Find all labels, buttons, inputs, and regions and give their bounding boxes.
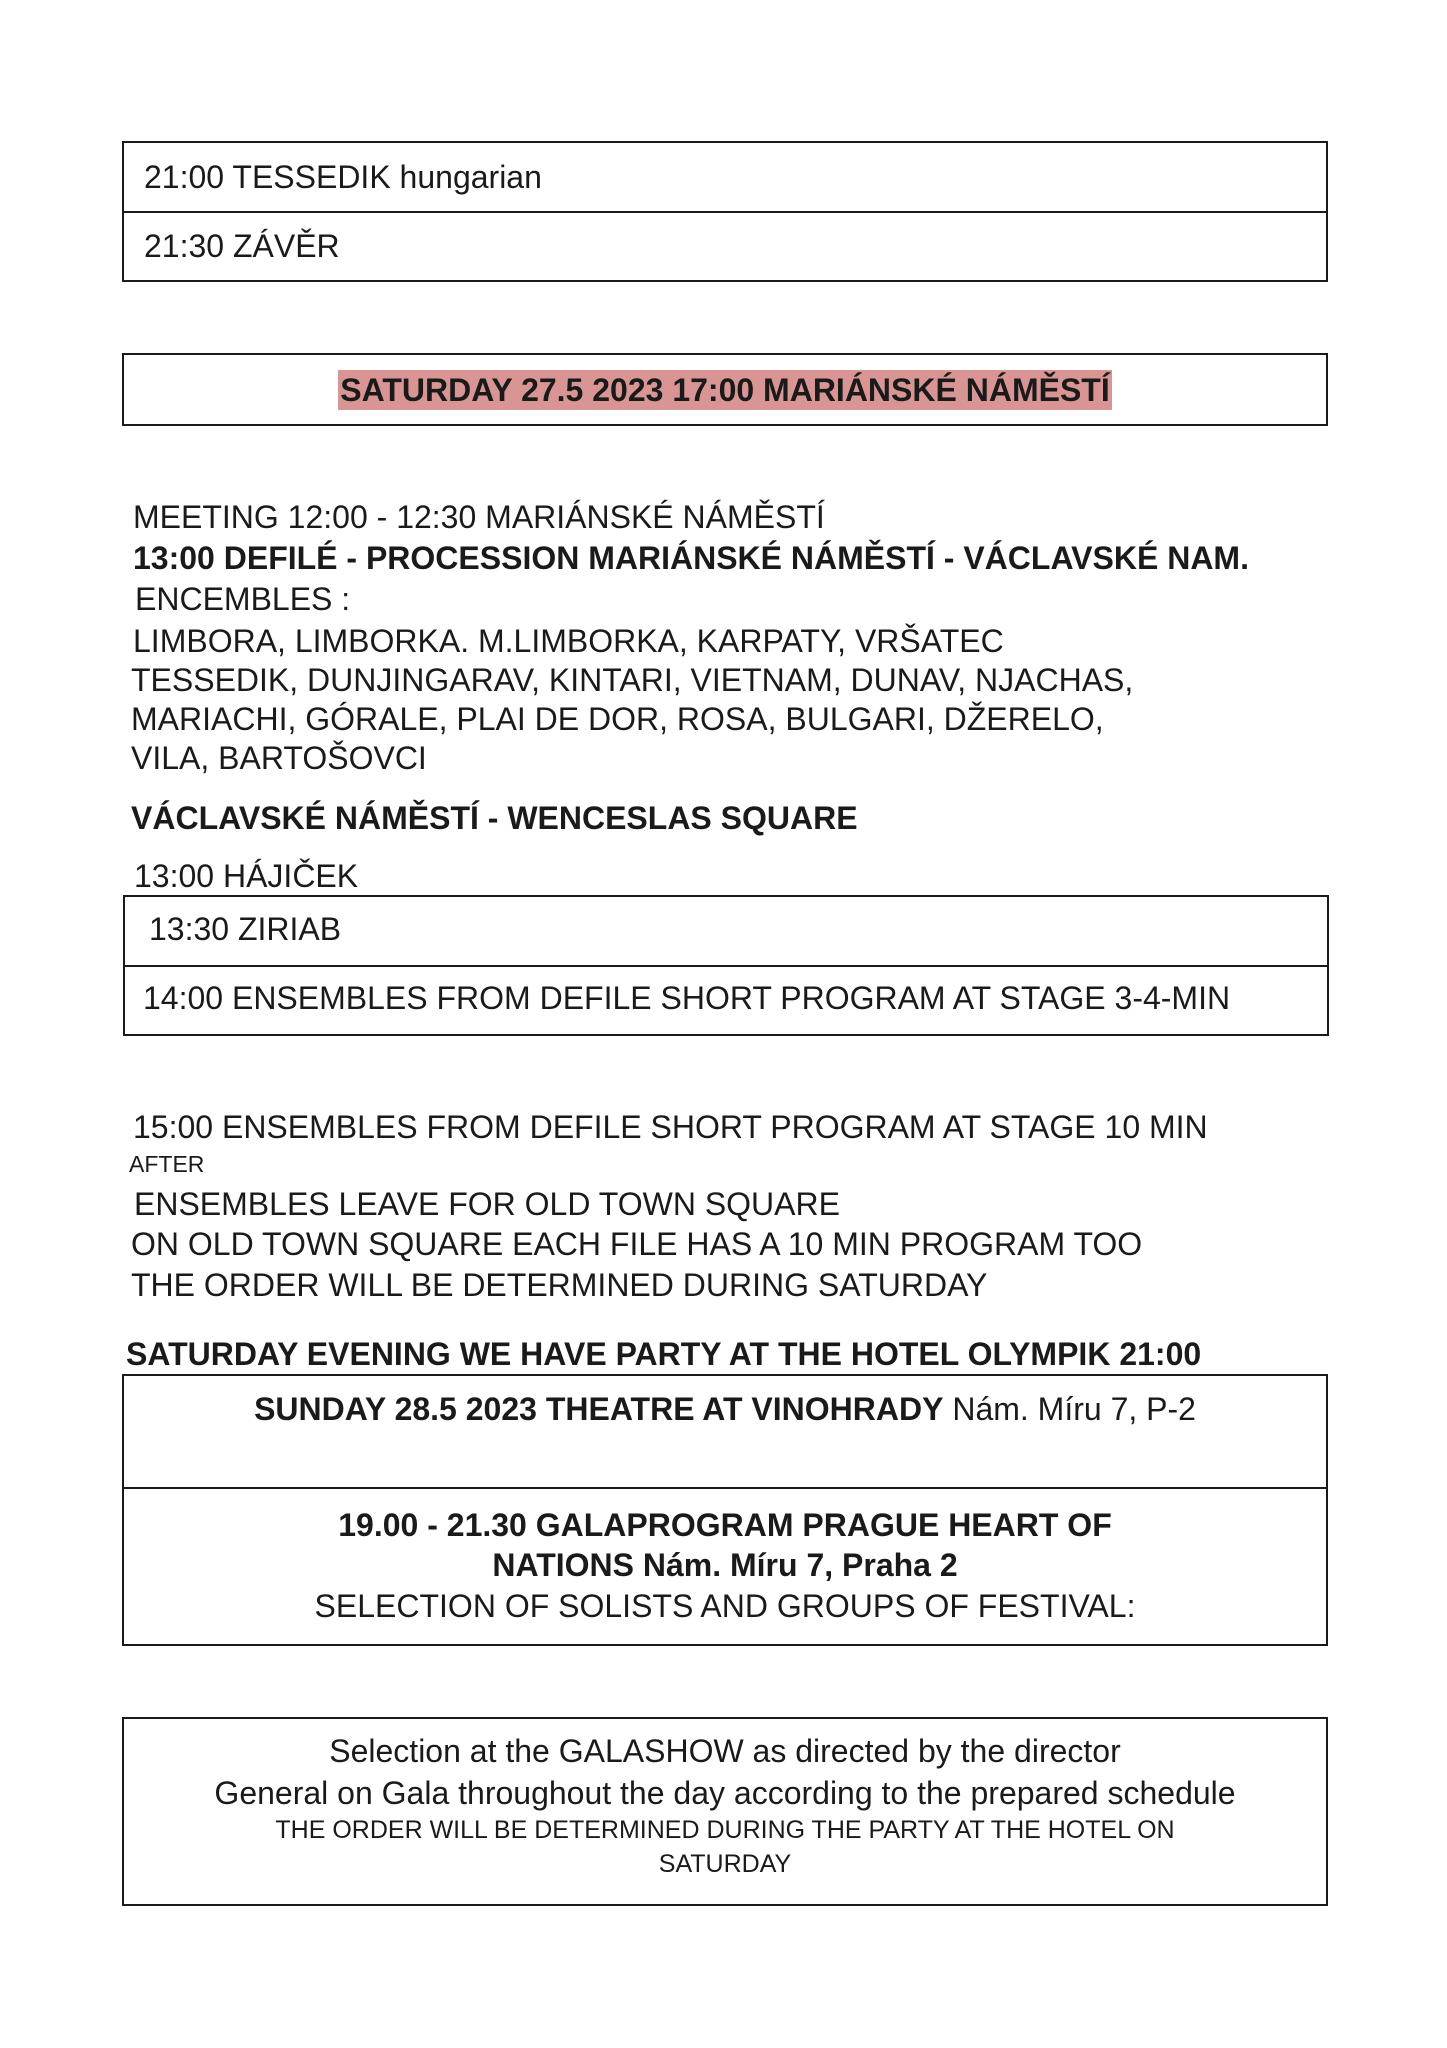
divider	[124, 211, 1326, 213]
divider	[124, 1487, 1326, 1489]
ensembles-line: TESSEDIK, DUNJINGARAV, KINTARI, VIETNAM, DUNAV, NJACHAS,	[131, 662, 1134, 698]
sunday-address: Nám. Míru 7, P-2	[943, 1391, 1196, 1427]
ensembles-line: MARIACHI, GÓRALE, PLAI DE DOR, ROSA, BULGARI, DŽERELO,	[131, 701, 1104, 737]
defile-line: 13:00 DEFILÉ - PROCESSION MARIÁNSKÉ NÁMĚSTÍ - VÁCLAVSKÉ NAM.	[133, 540, 1249, 576]
galashow-line-3: THE ORDER WILL BE DETERMINED DURING THE PARTY AT THE HOTEL ON	[275, 1816, 1175, 1844]
afternoon-line-leave: ENSEMBLES LEAVE FOR OLD TOWN SQUARE	[134, 1186, 840, 1222]
schedule-row-ziriab: 13:30 ZIRIAB	[149, 911, 342, 947]
ensembles-label: ENCEMBLES :	[135, 581, 351, 617]
afternoon-line-order: THE ORDER WILL BE DETERMINED DURING SATURDAY	[131, 1267, 988, 1303]
wenceslas-box	[123, 895, 1329, 1036]
galashow-line-4: SATURDAY	[658, 1850, 792, 1878]
party-line: SATURDAY EVENING WE HAVE PARTY AT THE HOTEL OLYMPIK 21:00	[126, 1336, 1202, 1372]
after-label: AFTER	[129, 1151, 205, 1177]
galashow-line-2: General on Gala throughout the day according to the prepared schedule	[214, 1775, 1236, 1811]
schedule-row-ensembles-1400: 14:00 ENSEMBLES FROM DEFILE SHORT PROGRAM AT STAGE 3-4-MIN	[143, 980, 1231, 1016]
galashow-line-1: Selection at the GALASHOW as directed by the director	[329, 1733, 1121, 1769]
ensembles-line: LIMBORA, LIMBORKA. M.LIMBORKA, KARPATY, VRŠATEC	[133, 623, 1004, 659]
ensembles-line: VILA, BARTOŠOVCI	[131, 740, 427, 776]
afternoon-line-1500: 15:00 ENSEMBLES FROM DEFILE SHORT PROGRAM AT STAGE 10 MIN	[133, 1109, 1208, 1145]
item-hajicek: 13:00 HÁJIČEK	[134, 858, 359, 894]
galashow-box	[122, 1717, 1328, 1906]
divider	[125, 965, 1327, 967]
gala-line-2: NATIONS Nám. Míru 7, Praha 2	[492, 1547, 958, 1583]
afternoon-line-oldtown: ON OLD TOWN SQUARE EACH FILE HAS A 10 MIN PROGRAM TOO	[131, 1226, 1143, 1262]
meeting-line: MEETING 12:00 - 12:30 MARIÁNSKÉ NÁMĚSTÍ	[133, 499, 825, 535]
wenceslas-heading: VÁCLAVSKÉ NÁMĚSTÍ - WENCESLAS SQUARE	[131, 800, 858, 836]
schedule-box-friday-end	[122, 141, 1328, 282]
gala-line-1: 19.00 - 21.30 GALAPROGRAM PRAGUE HEART OF	[338, 1507, 1112, 1543]
schedule-row-tessedik: 21:00 TESSEDIK hungarian	[144, 159, 542, 195]
saturday-header: SATURDAY 27.5 2023 17:00 MARIÁNSKÉ NÁMĚSTÍ	[340, 372, 1110, 408]
schedule-row-zaver: 21:30 ZÁVĚR	[144, 228, 340, 264]
saturday-header-box	[122, 353, 1328, 426]
sunday-title: SUNDAY 28.5 2023 THEATRE AT VINOHRADY	[254, 1391, 944, 1427]
sunday-box	[122, 1374, 1328, 1646]
gala-line-3: SELECTION OF SOLISTS AND GROUPS OF FESTIVAL:	[314, 1588, 1136, 1624]
